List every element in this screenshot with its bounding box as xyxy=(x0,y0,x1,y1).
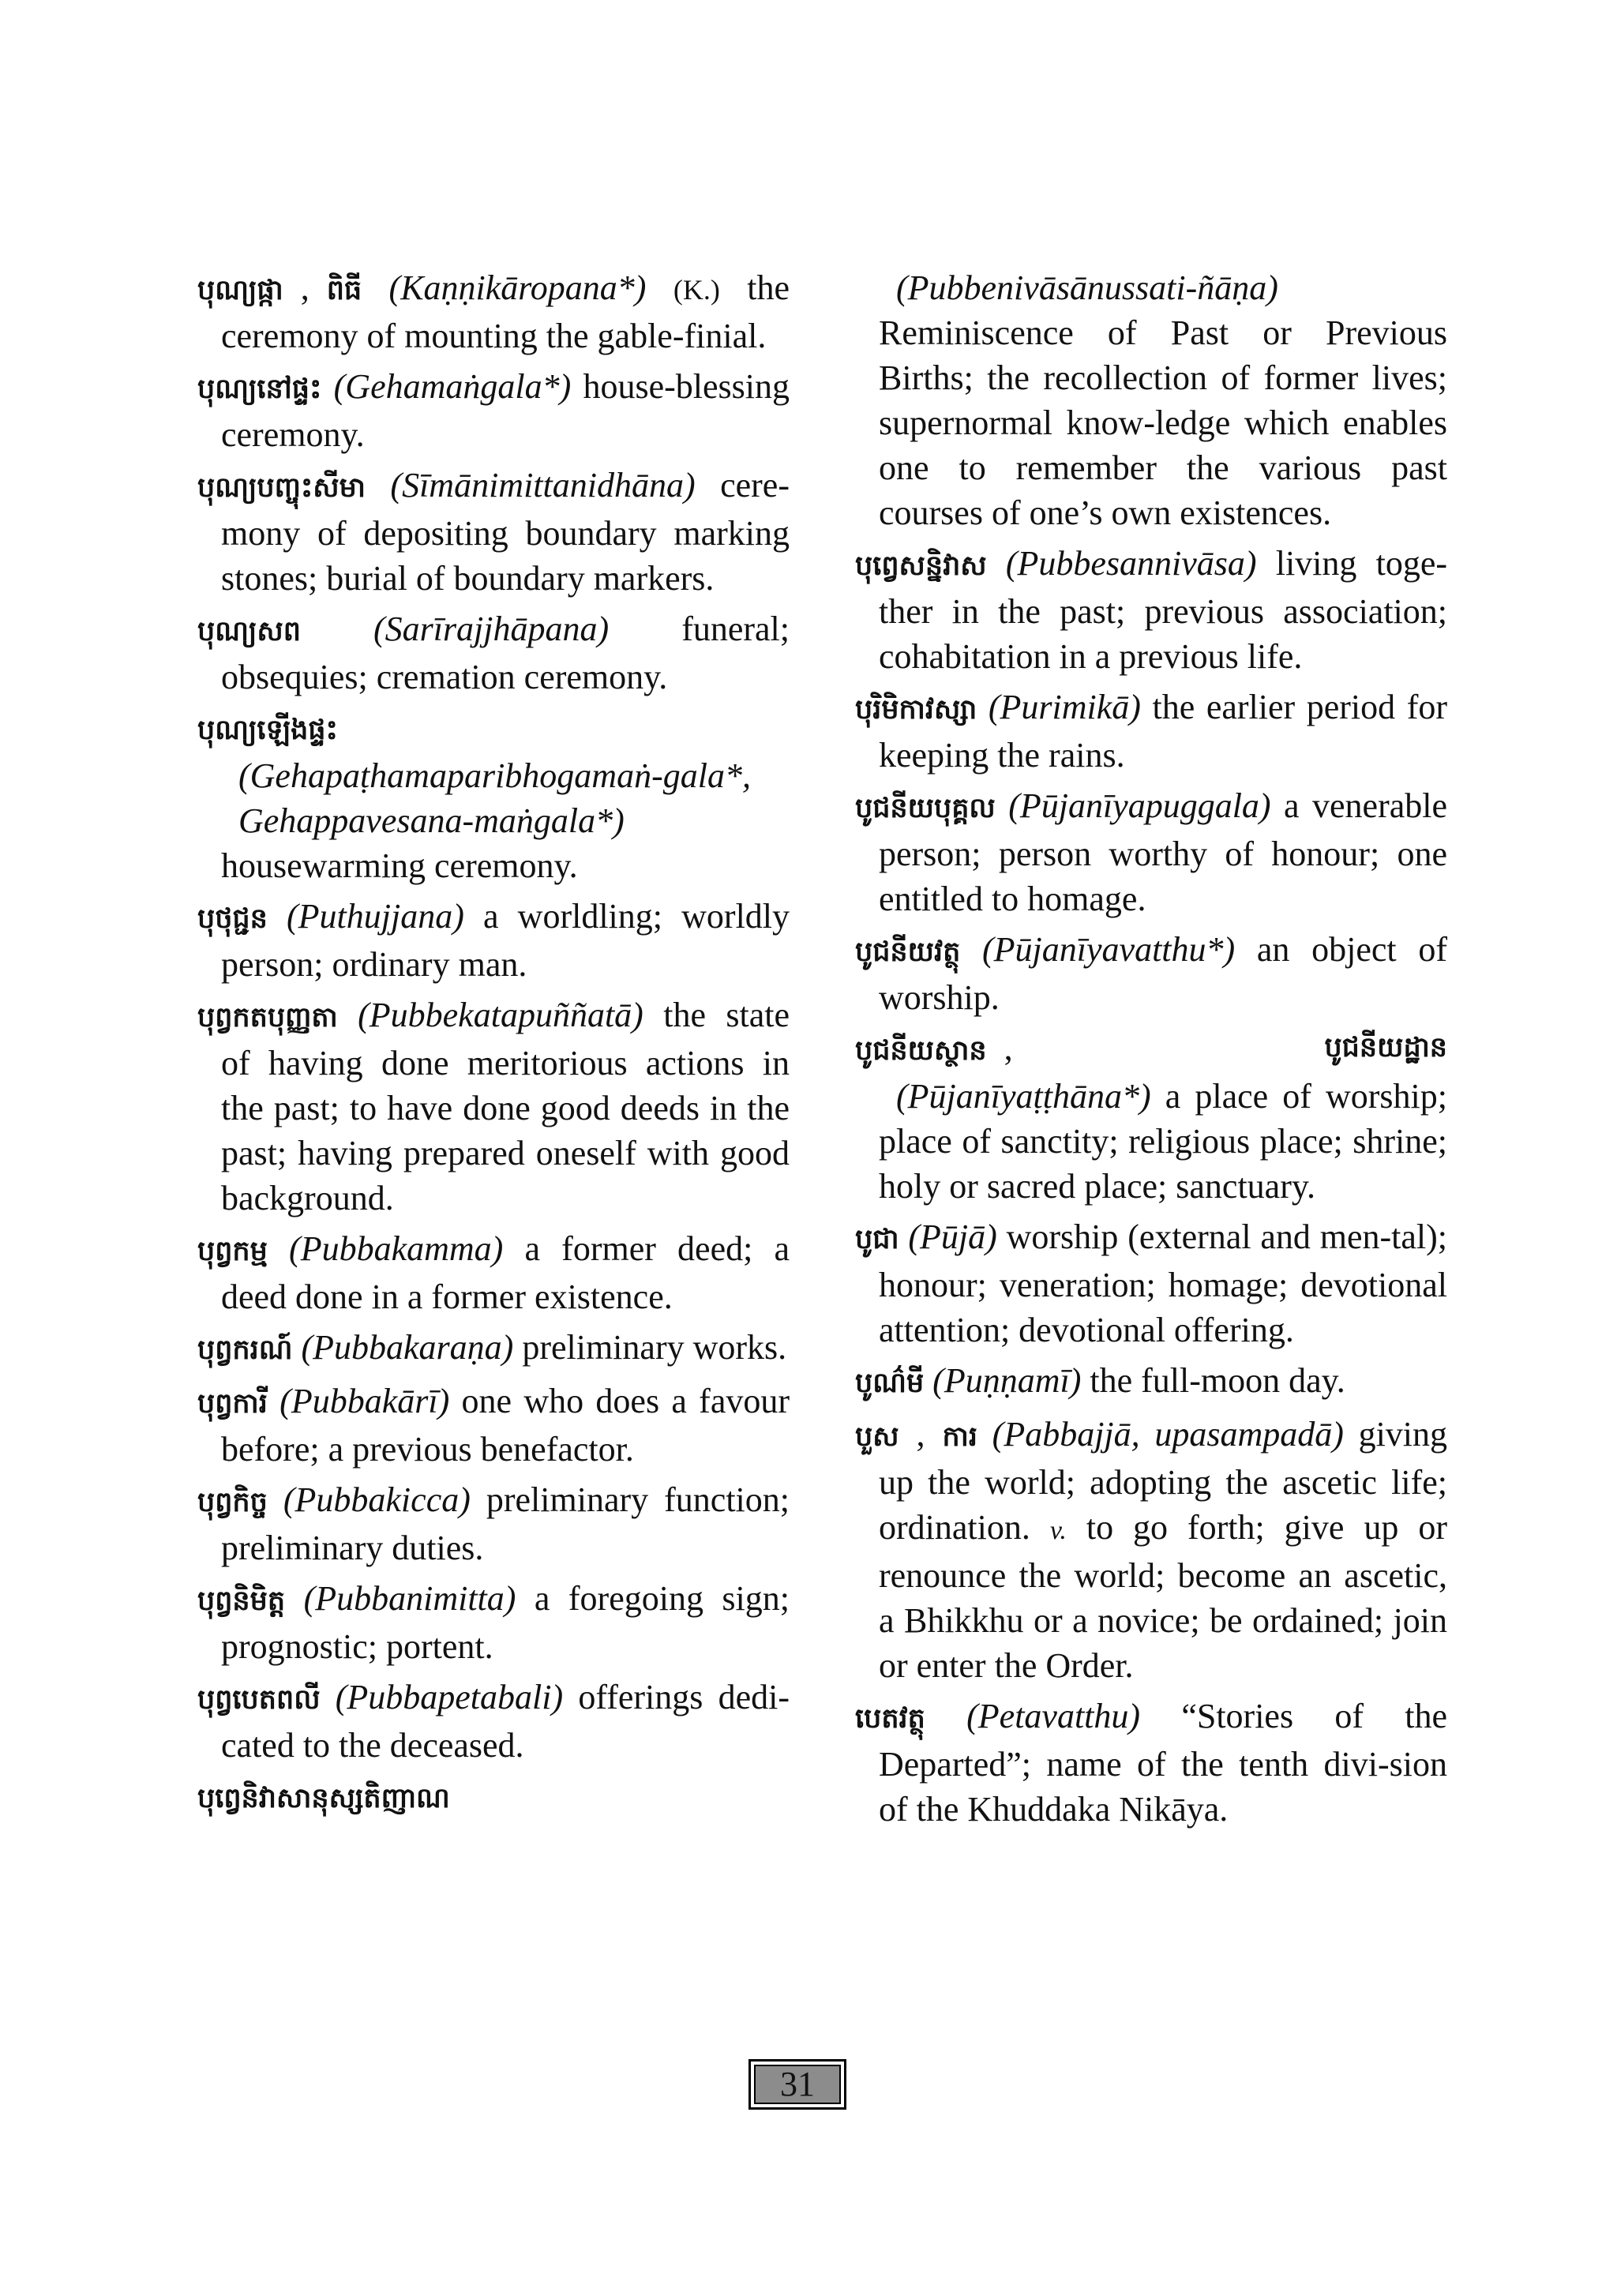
khmer-headword: បុព្វករណ៍ xyxy=(197,1334,293,1366)
definition: living toge-ther in the past; previous association; cohabitation in a previous life. xyxy=(879,544,1447,676)
source-note: (K.) xyxy=(673,274,720,306)
dictionary-entry xyxy=(197,1226,790,1319)
khmer-headword: បុព្វកតបុញ្ញតា xyxy=(197,1002,338,1034)
pali-term: (Pubbanimitta) xyxy=(303,1579,516,1618)
khmer-headword: បុថុជ្ជន xyxy=(197,903,268,935)
pali-term: (Purimikā) xyxy=(988,688,1141,726)
definition: cere-mony of depositing boundary marking stones; burial of boundary markers. xyxy=(221,466,790,598)
khmer-headword: បុព្វបេតពលី xyxy=(197,1684,321,1716)
definition: giving up the world; adopting the ascetic life; ordination. xyxy=(879,1415,1448,1547)
pali-term: (Pubbakārī) xyxy=(280,1382,450,1420)
khmer-headword: បុណ្យផ្កា xyxy=(197,275,283,306)
definition: the ceremony of mounting the gable-finial. xyxy=(221,268,790,355)
definition: an object of worship. xyxy=(879,930,1448,1017)
left-column xyxy=(197,265,790,1827)
khmer-headword-alt: បូជនីយដ្ឋាន xyxy=(1324,1032,1447,1064)
pali-term: (Pūjanīyaṭṭhāna*) xyxy=(896,1077,1151,1116)
khmer-headword: បុព្វនិមិត្ត xyxy=(197,1585,286,1617)
dictionary-entry xyxy=(197,1773,790,1821)
pali-term: (Pubbenivāsānussati-ñāṇa) xyxy=(896,268,1278,307)
definition: preliminary works. xyxy=(522,1328,787,1367)
pali-term: (Puṇṇamī) xyxy=(932,1361,1082,1400)
definition: a former deed; a deed done in a former existence. xyxy=(221,1229,790,1316)
dictionary-entry xyxy=(197,1325,790,1373)
pali-term: (Pubbakicca) xyxy=(283,1480,471,1519)
khmer-headword: បុរិមិកាវស្សា xyxy=(855,694,977,726)
dictionary-entry xyxy=(855,1214,1447,1352)
khmer-headword-alt: ពិធី xyxy=(326,275,362,306)
definition: preliminary function; preliminary duties. xyxy=(221,1480,790,1567)
definition: one who does a favour before; a previous benefactor. xyxy=(221,1382,790,1469)
pali-term: (Puthujjana) xyxy=(287,897,464,936)
page-number-box xyxy=(748,2059,846,2110)
pali-term: (Pubbakaraṇa) xyxy=(301,1328,514,1367)
definition: Reminiscence of Past or Previous Births; the recollection of former lives; supernormal know-ledge which enables one to remember the various past courses of one’s own existences. xyxy=(879,313,1447,532)
definition: the earlier period for keeping the rains. xyxy=(879,688,1448,775)
separator: , xyxy=(300,268,310,307)
pali-term: (Pubbesannivāsa) xyxy=(1005,544,1257,583)
dictionary-entry xyxy=(197,705,790,888)
dictionary-entry xyxy=(855,783,1447,921)
khmer-headword: បូជា xyxy=(855,1224,899,1255)
dictionary-entry xyxy=(197,606,790,700)
khmer-headword: បុណ្យនៅផ្ទះ xyxy=(197,373,322,405)
khmer-headword: បុព្វកម្ម xyxy=(197,1236,268,1267)
definition: to go forth; give up or renounce the world; become an ascetic, a Bhikkhu or a novice; be ordained; join or enter the Order. xyxy=(879,1508,1447,1685)
pali-term: (Pūjanīyavatthu*) xyxy=(982,930,1236,969)
khmer-headword-alt: ការ xyxy=(942,1421,977,1453)
definition: funeral; obsequies; cremation ceremony. xyxy=(221,610,790,696)
dictionary-entry xyxy=(197,463,790,601)
pali-term: (Pubbakamma) xyxy=(289,1229,504,1268)
definition: “Stories of the Departed”; name of the tenth divi-sion of the Khuddaka Nikāya. xyxy=(879,1697,1448,1829)
pali-term: (Sīmānimittanidhāna) xyxy=(390,466,696,505)
khmer-headword: បេតវត្ថុ xyxy=(855,1703,925,1735)
dictionary-entry xyxy=(855,1412,1447,1688)
definition: the state of having done meritorious actions in the past; to have done good deeds in the past; having prepared oneself with good background. xyxy=(221,996,790,1217)
dictionary-entry xyxy=(855,685,1447,778)
pali-term: (Petavatthu) xyxy=(966,1697,1141,1735)
pali-term: (Pubbekatapuññatā) xyxy=(358,996,643,1034)
khmer-headword: បុព្វេនិវាសានុស្សតិញាណ xyxy=(197,1783,450,1814)
pali-term: (Sarīrajjhāpana) xyxy=(373,610,610,648)
dictionary-entry xyxy=(197,992,790,1221)
khmer-headword: បុព្វកិច្ច xyxy=(197,1487,268,1518)
dictionary-entry xyxy=(197,364,790,457)
page-number: 31 xyxy=(754,2065,841,2104)
dictionary-entry xyxy=(197,894,790,987)
dictionary-entry xyxy=(855,1358,1447,1406)
definition: the full-moon day. xyxy=(1090,1361,1345,1400)
dictionary-entry xyxy=(855,1026,1447,1209)
pali-term-part: (Gehapaṭhamaparibhogamaṅ-gala*, xyxy=(238,756,751,795)
dictionary-entry xyxy=(197,1477,790,1570)
pali-term: (Pūjanīyapuggala) xyxy=(1008,786,1271,825)
khmer-headword: បួស xyxy=(855,1421,899,1453)
definition: a worldling; worldly person; ordinary man. xyxy=(221,897,790,984)
pali-term: (Gehamaṅgala*) xyxy=(333,367,572,406)
khmer-headword: បូជនីយវត្ថុ xyxy=(855,936,961,968)
khmer-headword: បូជនីយបុគ្គល xyxy=(855,793,996,824)
definition: a venerable person; person worthy of honour; one entitled to homage. xyxy=(879,786,1448,918)
pali-term: (Kaṇṇikāropana*) xyxy=(388,268,647,307)
dictionary-entry-continuation xyxy=(855,265,1447,535)
pali-term-part: Gehappavesana-maṅgala*) xyxy=(238,801,625,840)
khmer-headword: បូណ៌មី xyxy=(855,1367,925,1399)
separator: , xyxy=(916,1415,925,1454)
khmer-headword: បុណ្យបញ្ចុះសីមា xyxy=(197,472,366,504)
khmer-headword: បុណ្យឡើងផ្ទះ xyxy=(197,715,338,746)
separator: , xyxy=(1004,1029,1013,1067)
pali-term xyxy=(221,753,790,843)
definition: a foregoing sign; prognostic; portent. xyxy=(221,1579,790,1666)
khmer-headword: បុព្វការី xyxy=(197,1388,268,1420)
khmer-headword: បុណ្យសព xyxy=(197,616,301,647)
definition: offerings dedi-cated to the deceased. xyxy=(221,1678,790,1765)
definition: house-blessing ceremony. xyxy=(221,367,790,454)
dictionary-entry xyxy=(855,541,1447,679)
dictionary-entry xyxy=(855,1694,1447,1832)
pali-term: (Pubbapetabali) xyxy=(335,1678,564,1716)
definition: housewarming ceremony. xyxy=(221,846,578,885)
dictionary-entry xyxy=(197,265,790,358)
definition: a place of worship; place of sanctity; religious place; shrine; holy or sacred place; sanctuary. xyxy=(879,1077,1448,1206)
pali-term: (Pūjā) xyxy=(908,1217,997,1256)
dictionary-entry xyxy=(197,1379,790,1472)
pali-term: (Pabbajjā, upasampadā) xyxy=(992,1415,1344,1454)
definition: worship (external and men-tal); honour; veneration; homage; devotional attention; devotional offering. xyxy=(879,1217,1447,1349)
headword-line xyxy=(855,1026,1447,1074)
right-column xyxy=(855,265,1447,1837)
dictionary-entry xyxy=(855,927,1447,1020)
khmer-headword: បុព្វេសន្និវាស xyxy=(855,550,987,582)
part-of-speech: v. xyxy=(1049,1516,1067,1545)
khmer-headword: បូជនីយស្ថាន xyxy=(855,1035,987,1067)
dictionary-entry xyxy=(197,1576,790,1669)
dictionary-entry xyxy=(197,1675,790,1768)
